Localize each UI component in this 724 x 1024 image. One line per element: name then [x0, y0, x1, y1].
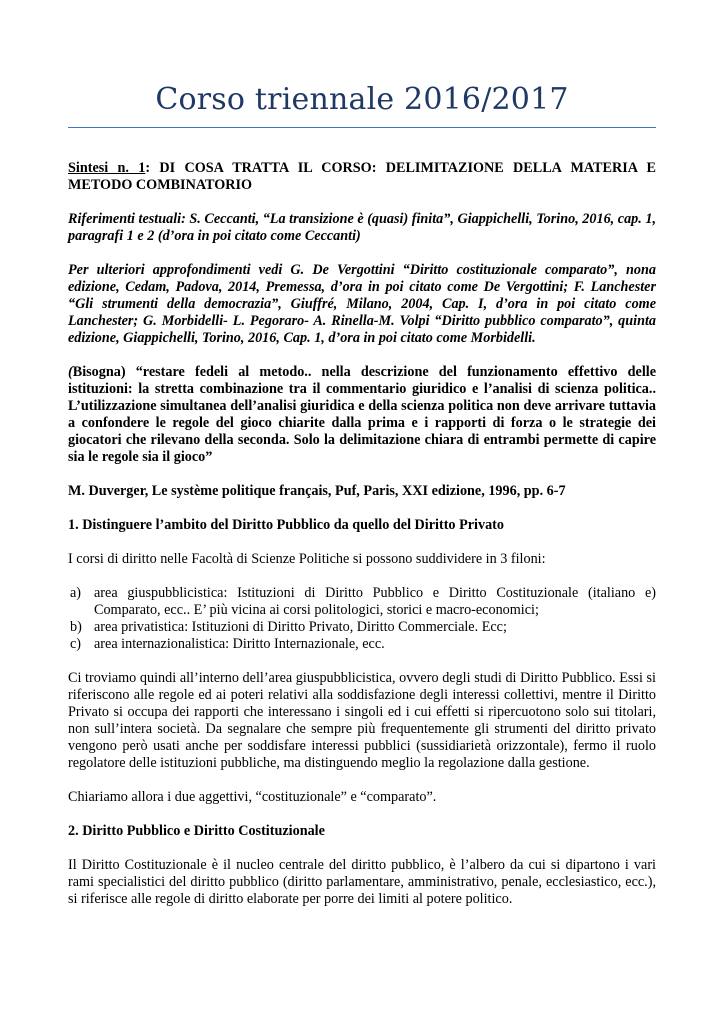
- section1-intro: I corsi di diritto nelle Facoltà di Scienze Politiche si possono suddividere in 3 filoni:: [68, 551, 546, 567]
- page-title: Corso triennale 2016/2017: [155, 82, 569, 117]
- list-item-text: area privatistica: Istituzioni di Diritto Privato, Diritto Commerciale. Ecc;: [94, 619, 507, 635]
- riferimenti-testuali: Riferimenti testuali: S. Ceccanti, “La transizione è (quasi) finita”, Giappichelli, Torino, 2016, cap. 1, paragrafi 1 e 2 (d’ora in poi citato come Ceccanti): [68, 211, 656, 244]
- list-marker: a): [70, 585, 82, 601]
- quote-open-paren: (: [68, 364, 73, 380]
- section2-paragraph: Il Diritto Costituzionale è il nucleo centrale del diritto pubblico, è l’albero da cui si dipartono i vari rami specialistici del diritto pubblico (diritto parlamentare, amministrativo, penale, ecclesiastico, ecc.), si riferisce alle regole di diritto elaborate per porre dei limiti al potere politico.: [68, 857, 656, 907]
- quote-text: Bisogna) “restare fedeli al metodo.. nella descrizione del funzionamento effettivo delle istituzioni: la stretta combinazione tra il commentario giuridico e l’analisi di scienza politica.. L’utilizzazione simultanea dell’analisi giuridica e della scienza politica non deve arrivare tuttavia a confondere le regole del gioco chiarite dalla prima e i rapporti di forza o le strategie dei giocatori che rilevano della seconda. Solo la delimitazione chiara di entrambi permette di capire sia le regole sia il gioco”: [68, 364, 656, 465]
- section1-paragraph: Ci troviamo quindi all’interno dell’area giuspubblicistica, ovvero degli studi di Diritto Pubblico. Essi si riferiscono alle regole ed ai poteri relativi alla soddisfazione degli interessi collettivi, mentre il Diritto Privato si occupa dei rapporti che interessano i singoli ed i cui effetti si ripercuotono solo sui titolari, non sull’intera società. Da segnalare che sempre più frequentemente gli strumenti del diritto privato vengono però usati anche per soddisfare interessi pubblici (sussidiarietà orizzontale), fermo il ruolo regolatore delle istituzioni pubbliche, ma distinguendo meglio la regolazione dalla gestione.: [68, 670, 656, 771]
- section1-closing: Chiariamo allora i due aggettivi, “costituzionale” e “comparato”.: [68, 789, 437, 805]
- section1-heading: 1. Distinguere l’ambito del Diritto Pubblico da quello del Diritto Privato: [68, 517, 504, 533]
- section2-heading: 2. Diritto Pubblico e Diritto Costituzionale: [68, 823, 325, 839]
- list-item: [68, 585, 656, 619]
- document-body: [68, 160, 656, 925]
- list-item-text: area internazionalistica: Diritto Internazionale, ecc.: [94, 636, 385, 652]
- list-marker: b): [70, 619, 82, 635]
- sintesi-label: Sintesi n. 1: [68, 160, 146, 176]
- list-item: [68, 619, 656, 636]
- list-item-text: area giuspubblicistica: Istituzioni di Diritto Pubblico e Diritto Costituzionale (italiano e) Comparato, ecc.. E’ più vicina ai corsi politologici, storici e macro-economici;: [94, 585, 656, 618]
- duverger-quote: [68, 364, 656, 466]
- sintesi-heading: [68, 160, 656, 194]
- duverger-citation: M. Duverger, Le système politique français, Puf, Paris, XXI edizione, 1996, pp. 6-7: [68, 483, 566, 499]
- filoni-list: [68, 585, 656, 653]
- list-marker: c): [70, 636, 82, 652]
- approfondimenti: Per ulteriori approfondimenti vedi G. De Vergottini “Diritto costituzionale comparato”, nona edizione, Cedam, Padova, 2014, Premessa, d’ora in poi citato come De Vergottini; F. Lanchester “Gli strumenti della democrazia”, Giuffré, Milano, 2004, Cap. I, d’ora in poi citato come Lanchester; G. Morbidelli- L. Pegoraro- A. Rinella-M. Volpi “Diritto pubblico comparato”, quinta edizione, Giappichelli, Torino, 2016, Cap. 1, d’ora in poi citato come Morbidelli.: [68, 262, 656, 346]
- sintesi-title: : DI COSA TRATTA IL CORSO: DELIMITAZIONE DELLA MATERIA E METODO COMBINATORIO: [68, 160, 656, 193]
- list-item: [68, 636, 656, 653]
- title-divider: [68, 127, 656, 128]
